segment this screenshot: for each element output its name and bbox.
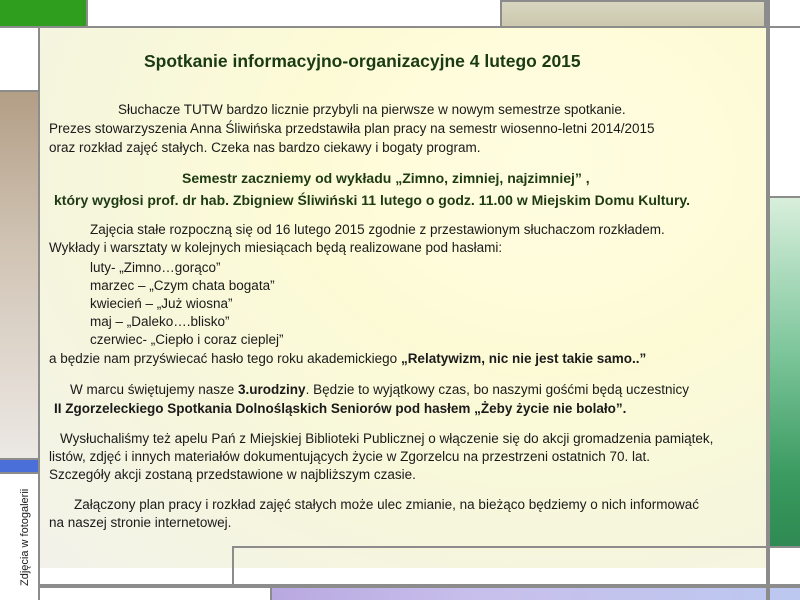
motto-prefix: a będzie nam przyświecać hasło tego roku akademickiego [49, 351, 401, 366]
frame-line [232, 546, 768, 548]
library-line-3: Szczegóły akcji zostaną przedstawione w najbliższym czasie. [49, 467, 416, 482]
library-line-2: listów, zdjęć i innych materiałów dokumentujących życie w Zgorzelcu na przestrzeni ostatnich 70. lat. [49, 449, 651, 464]
page-title: Spotkanie informacyjno-organizacyjne 4 lutego 2015 [144, 51, 581, 71]
top-left-green-tab [0, 0, 88, 26]
intro-line-3: oraz rozkład zajęć stałych. Czeka nas bardzo ciekawy i bogaty program. [49, 140, 481, 155]
lecture-line-2: który wygłosi prof. dr hab. Zbigniew Śliwiński 11 lutego o godz. 11.00 w Miejskim Domu Kultury. [54, 192, 691, 208]
left-brown-gradient-bar [0, 92, 38, 458]
bottom-purple-bar [272, 588, 800, 600]
closing-line-2: na naszej stronie internetowej. [49, 515, 232, 530]
frame-line [86, 0, 88, 28]
motto-text: „Relatywizm, nic nie jest takie samo..” [400, 351, 647, 366]
anniversary-bold: 3.urodziny [238, 382, 306, 397]
frame-line [0, 26, 800, 28]
classes-line-1: Zajęcia stałe rozpoczną się od 16 lutego 2015 zgodnie z przestawionym słuchaczom rozkładem. [90, 222, 665, 237]
intro-line-1: Słuchacze TUTW bardzo licznie przybyli na pierwsze w nowym semestrze spotkanie. [118, 102, 626, 117]
month-item: luty- „Zimno…gorąco” [90, 260, 221, 275]
anniversary-suffix: . Będzie to wyjątkowy czas, bo naszymi gośćmi będą uczestnicy [305, 382, 689, 397]
month-item: marzec – „Czym chata bogata” [90, 278, 275, 293]
slide-content [40, 28, 768, 568]
frame-line [40, 584, 800, 588]
closing-line-1: Załączony plan pracy i rozkład zajęć stałych może ulec zmianie, na bieżąco będziemy o nich informować [74, 497, 700, 512]
frame-line [38, 26, 40, 600]
motto-line [49, 351, 646, 367]
frame-line [232, 546, 234, 588]
lecture-line-1: Semestr zaczniemy od wykładu „Zimno, zimniej, najzimniej” , [182, 170, 590, 186]
gallery-link[interactable] [0, 474, 38, 600]
frame-line [766, 0, 770, 600]
anniversary-line-1 [70, 382, 689, 398]
gallery-link-label[interactable]: Zdjęcia w fotogalerii [19, 488, 31, 586]
classes-line-2: Wykłady i warsztaty w kolejnych miesiącach będą realizowane pod hasłami: [49, 240, 503, 255]
intro-line-2: Prezes stowarzyszenia Anna Śliwińska przedstawiła plan pracy na semestr wiosenno-letni 2014/2015 [49, 121, 655, 136]
month-item: kwiecień – „Już wiosna” [90, 296, 233, 311]
anniversary-prefix: W marcu świętujemy nasze [70, 382, 239, 397]
library-line-1: Wysłuchaliśmy też apelu Pań z Miejskiej Biblioteki Publicznej o włączenie się do akcji gromadzenia pamiątek, [60, 431, 714, 446]
frame-line [270, 584, 272, 600]
month-item: czerwiec- „Ciepło i coraz cieplej” [90, 332, 284, 347]
frame-line [768, 196, 800, 198]
frame-line [0, 458, 40, 460]
left-blue-bar [0, 460, 38, 472]
month-item: maj – „Daleko….blisko” [90, 314, 230, 329]
frame-line [0, 90, 40, 92]
frame-line [768, 546, 800, 548]
anniversary-line-2: II Zgorzeleckiego Spotkania Dolnośląskich Seniorów pod hasłem „Żeby życie nie bolało”. [54, 401, 627, 416]
right-green-gradient-bar [770, 198, 800, 546]
